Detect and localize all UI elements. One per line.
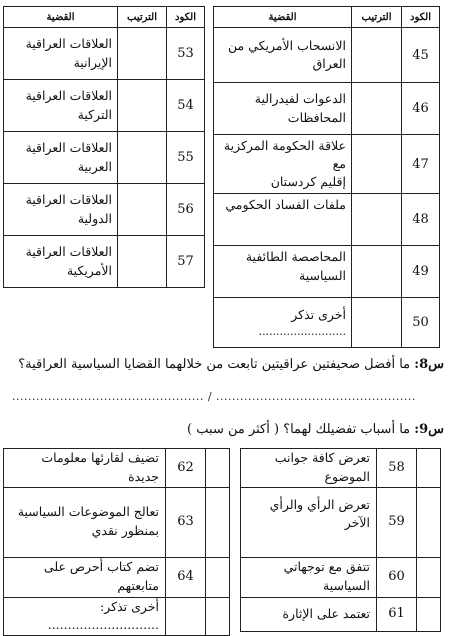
- code-cell: 59: [377, 487, 417, 557]
- question-9-label: س9:: [414, 422, 444, 437]
- rank-cell[interactable]: [118, 28, 167, 80]
- list-item: [241, 449, 441, 488]
- header-topic: القضية: [214, 7, 352, 28]
- reason-text: تضيف لقارئها معلومات جديدة: [4, 449, 166, 488]
- code-cell: 46: [402, 83, 440, 135]
- topic-cell: المحاصصة الطائفية السياسية: [214, 246, 352, 298]
- table-row: [4, 80, 205, 132]
- reasons-left-table: [3, 448, 230, 636]
- code-cell: 63: [166, 487, 206, 557]
- list-item: [241, 487, 441, 557]
- reason-checkbox[interactable]: [206, 487, 230, 557]
- list-item: [241, 557, 441, 597]
- left-issues-table: [3, 6, 205, 288]
- reason-checkbox[interactable]: [206, 449, 230, 488]
- topic-cell: العلاقات العراقية الأمريكية: [4, 236, 118, 288]
- code-cell: 58: [377, 449, 417, 488]
- code-cell: 49: [402, 246, 440, 298]
- rank-cell[interactable]: [118, 236, 167, 288]
- list-item: [4, 557, 230, 597]
- table-row: [4, 132, 205, 184]
- rank-cell[interactable]: [352, 28, 402, 83]
- list-item: [4, 487, 230, 557]
- reason-text: تعرض كافة جوانب الموضوع: [241, 449, 377, 488]
- code-cell: 45: [402, 28, 440, 83]
- reason-checkbox[interactable]: [417, 449, 441, 488]
- question-8-text: ما أفضل صحيفتين عراقيتين تابعت من خلالهما القضايا السياسية العراقية؟: [18, 357, 411, 372]
- table-row: [214, 83, 440, 135]
- header-rank: الترتيب: [118, 7, 167, 28]
- rank-cell[interactable]: [352, 83, 402, 135]
- table-row: [214, 194, 440, 246]
- rank-cell[interactable]: [118, 184, 167, 236]
- reason-checkbox[interactable]: [417, 557, 441, 597]
- reason-text: تعتمد على الإثارة: [241, 597, 377, 631]
- code-cell: 48: [402, 194, 440, 246]
- header-code: الكود: [402, 7, 440, 28]
- reason-text: أخرى تذكر: ............................: [4, 597, 166, 636]
- code-cell: [166, 597, 206, 636]
- table-row: [214, 28, 440, 83]
- reasons-right-table: [240, 448, 441, 632]
- header-rank: الترتيب: [352, 7, 402, 28]
- topic-cell: الدعوات لفيدرالية المحافظات: [214, 83, 352, 135]
- rank-cell[interactable]: [352, 298, 402, 348]
- topic-cell: ملفات الفساد الحكومي: [214, 194, 352, 246]
- list-item: [4, 597, 230, 636]
- topic-cell: علاقة الحكومة المركزية مع إقليم كردستان: [214, 135, 352, 194]
- table-row: [214, 298, 440, 348]
- list-item: [4, 449, 230, 488]
- topic-cell: الانسحاب الأمريكي من العراق: [214, 28, 352, 83]
- question-9-text: ما أسباب تفضيلك لهما؟ ( أكثر من سبب ): [187, 422, 411, 437]
- table-row: [4, 28, 205, 80]
- topic-cell: العلاقات العراقية العربية: [4, 132, 118, 184]
- code-cell: 55: [167, 132, 205, 184]
- table-row: [4, 236, 205, 288]
- reason-checkbox[interactable]: [417, 487, 441, 557]
- reason-checkbox[interactable]: [206, 557, 230, 597]
- rank-cell[interactable]: [352, 135, 402, 194]
- topic-cell: العلاقات العراقية الإيرانية: [4, 28, 118, 80]
- question-8: [18, 357, 444, 372]
- question-9: [187, 422, 444, 437]
- reason-text: تعالج الموضوعات السياسية بمنظور نقدي: [4, 487, 166, 557]
- code-cell: 57: [167, 236, 205, 288]
- code-cell: 53: [167, 28, 205, 80]
- rank-cell[interactable]: [352, 194, 402, 246]
- reason-checkbox[interactable]: [206, 597, 230, 636]
- reason-text: تتفق مع توجهاتي السياسية: [241, 557, 377, 597]
- code-cell: 47: [402, 135, 440, 194]
- table-row: [4, 184, 205, 236]
- code-cell: 54: [167, 80, 205, 132]
- code-cell: 56: [167, 184, 205, 236]
- rank-cell[interactable]: [352, 246, 402, 298]
- header-topic: القضية: [4, 7, 118, 28]
- reason-text: تعرض الرأي والرأي الآخر: [241, 487, 377, 557]
- reason-checkbox[interactable]: [417, 597, 441, 631]
- table-row: [214, 135, 440, 194]
- list-item: [241, 597, 441, 631]
- table-row: [214, 246, 440, 298]
- topic-cell: أخرى تذكر .........................: [214, 298, 352, 348]
- reason-text: تضم كتاب أحرص على متابعتهم: [4, 557, 166, 597]
- question-8-label: س8:: [414, 357, 444, 372]
- code-cell: 50: [402, 298, 440, 348]
- topic-cell: العلاقات العراقية الدولية: [4, 184, 118, 236]
- code-cell: 64: [166, 557, 206, 597]
- rank-cell[interactable]: [118, 132, 167, 184]
- code-cell: 60: [377, 557, 417, 597]
- header-code: الكود: [167, 7, 205, 28]
- code-cell: 61: [377, 597, 417, 631]
- right-issues-table: [213, 6, 440, 348]
- code-cell: 62: [166, 449, 206, 488]
- rank-cell[interactable]: [118, 80, 167, 132]
- question-8-answer-line[interactable]: ................................................ / ..................................................: [12, 390, 416, 403]
- topic-cell: العلاقات العراقية التركية: [4, 80, 118, 132]
